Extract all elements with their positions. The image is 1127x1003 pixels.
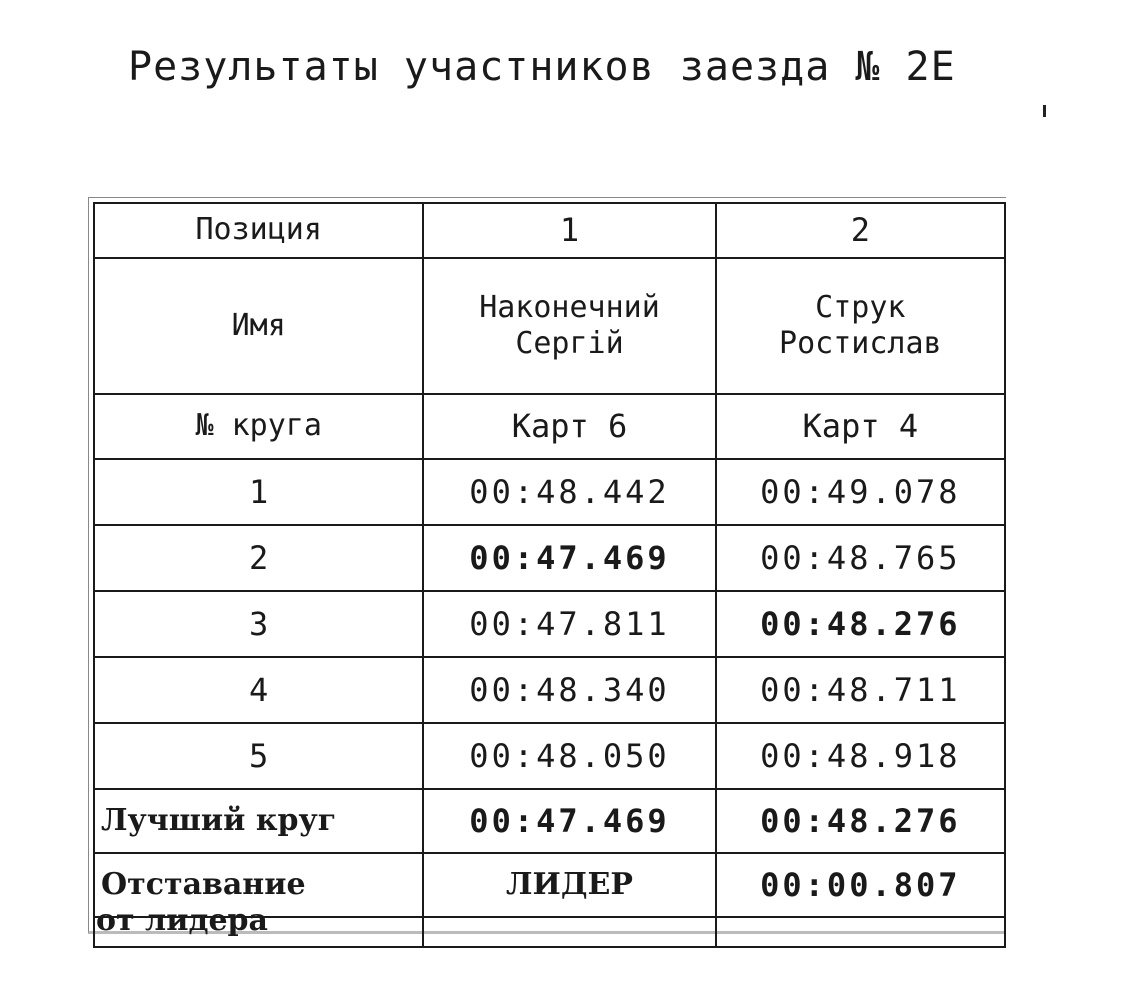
kart-1: Карт 6 [423, 394, 715, 459]
table-row-lap [94, 657, 1005, 723]
table-row-lap [94, 723, 1005, 789]
table-row-lap [94, 459, 1005, 525]
lap-number: 4 [94, 657, 423, 723]
table-row-best-lap [94, 789, 1005, 853]
lap-number: 2 [94, 525, 423, 591]
position-1: 1 [423, 203, 715, 258]
lap-time: 00:48.442 [423, 459, 715, 525]
participant-name-1 [423, 258, 715, 394]
lap-time: 00:48.711 [716, 657, 1005, 723]
results-table-frame [88, 197, 1006, 934]
cut-cell [716, 917, 1005, 947]
table-row-position [94, 203, 1005, 258]
participant-name-2 [716, 258, 1005, 394]
table-row-name [94, 258, 1005, 394]
lap-time: 00:48.050 [423, 723, 715, 789]
gap-1: ЛИДЕР [423, 853, 715, 917]
table-row-lap [94, 525, 1005, 591]
name-label: Имя [94, 258, 423, 394]
lap-time-best: 00:48.276 [716, 591, 1005, 657]
best-lap-1: 00:47.469 [423, 789, 715, 853]
table-row-lap [94, 591, 1005, 657]
lap-time: 00:48.765 [716, 525, 1005, 591]
lap-time: 00:49.078 [716, 459, 1005, 525]
lap-time-best: 00:47.469 [423, 525, 715, 591]
gap-label: Отставание [94, 853, 423, 917]
results-table [93, 202, 1006, 948]
lap-time: 00:48.340 [423, 657, 715, 723]
gap-2: 00:00.807 [716, 853, 1005, 917]
participant-2-first-line: Струк [815, 290, 906, 325]
position-label: Позиция [94, 203, 423, 258]
lap-number: 1 [94, 459, 423, 525]
participant-1-first-line: Наконечний [479, 290, 660, 325]
lap-time: 00:47.811 [423, 591, 715, 657]
page-title: Результаты участников заезда № 2Е [128, 44, 956, 90]
kart-2: Карт 4 [716, 394, 1005, 459]
cut-cell [423, 917, 715, 947]
lap-number: 3 [94, 591, 423, 657]
position-2: 2 [716, 203, 1005, 258]
best-lap-2: 00:48.276 [716, 789, 1005, 853]
participant-2-second-line: Ростислав [779, 326, 942, 361]
table-row-kart [94, 394, 1005, 459]
participant-1-second-line: Сергій [515, 326, 624, 361]
lap-number: 5 [94, 723, 423, 789]
lap-time: 00:48.918 [716, 723, 1005, 789]
scan-mark [1043, 105, 1046, 117]
lap-number-label: № круга [94, 394, 423, 459]
gap-label-continuation [96, 903, 268, 919]
best-lap-label: Лучший круг [94, 789, 423, 853]
